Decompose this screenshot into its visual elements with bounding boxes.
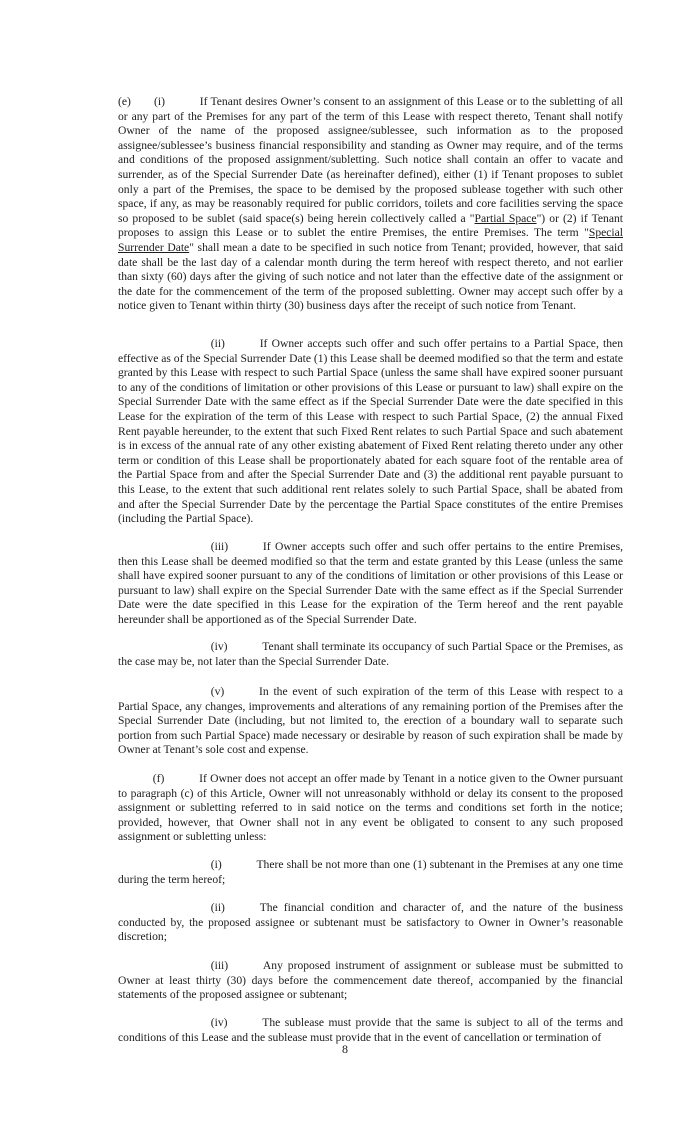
paragraph-f-iii: (iii) Any proposed instrument of assignment or sublease must be submitted to Owner at least thirty (30) days before the commencement date thereof, accompanied by the financial statements of the proposed assignee or subtenant;	[118, 959, 623, 1002]
paragraph-e-iii: (iii) If Owner accepts such offer and such offer pertains to the entire Premises, then this Lease shall be deemed modified so that the term and estate granted by this Lease (unless the same shall have expired sooner pursuant to any of the conditions of limitation or other provisions of this Lease or pursuant to law) shall expire on the Special Surrender Date with the same effect as if the Special Surrender Date were the date specified in this Lease for the expiration of the Term hereof and the rent payable hereunder shall be apportioned as of the Special Surrender Date.	[118, 540, 623, 626]
paragraph-e-iv: (iv) Tenant shall terminate its occupancy of such Partial Space or the Premises, as the case may be, not later than the Special Surrender Date.	[118, 640, 623, 668]
paragraph-f: (f) If Owner does not accept an offer made by Tenant in a notice given to the Owner pursuant to paragraph (c) of this Article, Owner will not unreasonably withhold or delay its consent to the proposed assignment or subletting referred to in said notice on the terms and conditions set forth in the notice; provided, however, that Owner shall not in any event be obligated to consent to any such proposed assignment or subletting unless:	[118, 772, 623, 844]
paragraph-e-i: (e) (i) If Tenant desires Owner’s consent to an assignment of this Lease or to the subletting of all or any part of the Premises for any part of the term of this Lease with respect thereto, Tenant shall notify Owner of the name of the proposed assignee/sublessee, such information as to the proposed assignee/sublessee’s business financial responsibility and standing as Owner may require, and of the terms and conditions of the proposed assignment/subletting. Such notice shall contain an offer to vacate and surrender, as of the Special Surrender Date (as hereinafter defined), either (1) if Tenant proposes to sublet only a part of the Premises, the space to be demised by the proposed sublease together with such other space, if any, as may be reasonably required for public corridors, toilets and core facilities serving the space so proposed to be sublet (said space(s) being herein collectively called a "Partial Space") or (2) if Tenant proposes to assign this Lease or to sublet the entire Premises, the entire Premises. The term "Special Surrender Date" shall mean a date to be specified in such notice from Tenant; provided, however, that said date shall be the last day of a calendar month during the term hereof with respect thereto, and not earlier than sixty (60) days after the giving of such notice and not later than the effective date of the assignment or the date for the commencement of the term of the proposed subletting. Owner may accept such offer by a notice given to Tenant within thirty (30) business days after the receipt of such notice from Tenant.	[118, 95, 624, 313]
paragraph-f-i: (i) There shall be not more than one (1) subtenant in the Premises at any one time during the term hereof;	[118, 858, 623, 886]
page-number: 8	[342, 1042, 348, 1056]
paragraph-f-iv: (iv) The sublease must provide that the same is subject to all of the terms and conditions of this Lease and the sublease must provide that in the event of cancellation or termination of	[118, 1016, 623, 1044]
defined-term-special-surrender-date: Special Surrender Date	[118, 226, 623, 254]
paragraph-f-ii: (ii) The financial condition and character of, and the nature of the business conducted by, the proposed assignee or subtenant must be satisfactory to Owner in Owner’s reasonable discretion;	[118, 901, 623, 944]
paragraph-e-ii: (ii) If Owner accepts such offer and such offer pertains to a Partial Space, then effective as of the Special Surrender Date (1) this Lease shall be deemed modified so that the term and estate granted by this Lease with respect to such Partial Space (unless the same shall have expired sooner pursuant to any of the conditions of limitation or other provisions of this Lease or pursuant to law) shall expire on the Special Surrender Date with the same effect as if the Special Surrender Date were the date specified in this Lease for the expiration of the term of this Lease with respect to such Partial Space, (2) the annual Fixed Rent payable hereunder, to the extent that such Fixed Rent relates to such Partial Space and such abatement is in excess of the annual rate of any other existing abatement of Fixed Rent relating thereto under any other term or condition of this Lease shall be proportionately abated for each square foot of the rentable area of the Partial Space from and after the Special Surrender Date and (3) the additional rent payable pursuant to this Lease, to the extent that such additional rent relates solely to such Partial Space, shall be abated from and after the Special Surrender Date by the percentage the Partial Space constitutes of the entire Premises (including the Partial Space).	[118, 337, 623, 526]
defined-term-partial-space: Partial Space	[474, 211, 537, 225]
paragraph-e-v: (v) In the event of such expiration of the term of this Lease with respect to a Partial Space, any changes, improvements and alterations of any remaining portion of the Premises after the Special Surrender Date (including, but not limited to, the erection of a boundary wall to separate such portion from such Partial Space) made necessary or desirable by reason of such expiration shall be made by Owner at Tenant’s sole cost and expense.	[118, 685, 623, 757]
